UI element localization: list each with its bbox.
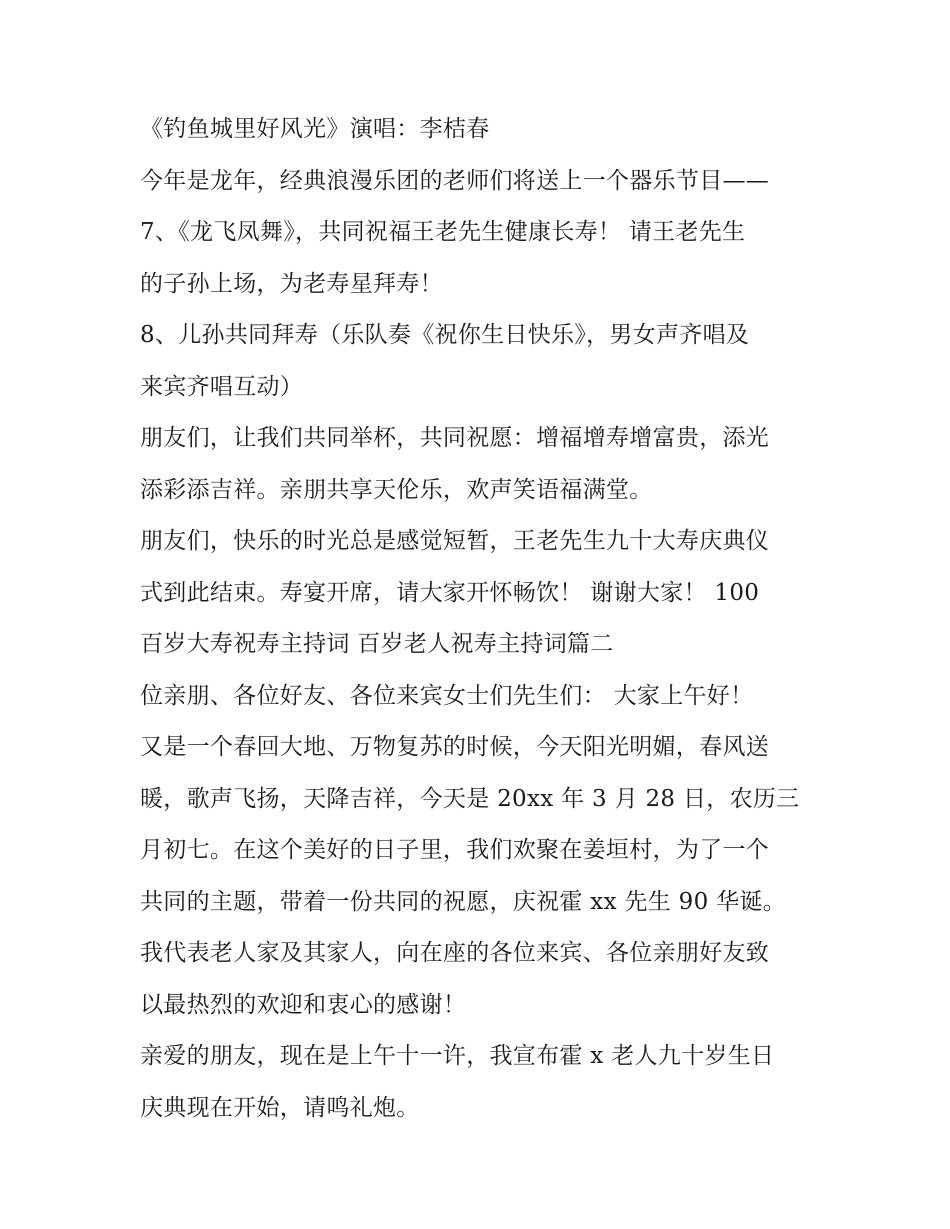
text-line: 暖，歌声飞扬，天降吉祥，今天是 20xx 年 3 月 28 日，农历三: [140, 785, 800, 812]
text-line: 7、《龙飞凤舞》，共同祝福王老先生健康长寿！ 请王老先生: [140, 219, 746, 245]
text-line: 我代表老人家及其家人，向在座的各位来宾、各位亲朋好友致: [140, 940, 770, 966]
text-line: 朋友们，让我们共同举杯，共同祝愿：增福增寿增富贵，添光: [140, 425, 770, 451]
document-body: [140, 104, 820, 1134]
section-heading-line: 百岁大寿祝寿主持词 百岁老人祝寿主持词篇二: [140, 631, 614, 657]
text-line: 庆典现在开始，请鸣礼炮。: [140, 1094, 420, 1121]
text-line: 《钓鱼城里好风光》演唱：李桔春: [140, 116, 490, 142]
text-line: 月初七。在这个美好的日子里，我们欢聚在姜垣村，为了一个: [140, 837, 770, 863]
text-line: 以最热烈的欢迎和衷心的感谢！: [140, 991, 467, 1018]
text-line: 位亲朋、各位好友、各位来宾女士们先生们： 大家上午好！: [140, 682, 754, 709]
text-line: 8、儿孙共同拜寿（乐队奏《祝你生日快乐》，男女声齐唱及: [140, 322, 750, 348]
text-line: 式到此结束。寿宴开席，请大家开怀畅饮！ 谢谢大家！ 100: [140, 579, 760, 606]
text-line: 亲爱的朋友，现在是上午十一许，我宣布霍 x 老人九十岁生日: [140, 1043, 775, 1069]
text-line: 的子孙上场，为老寿星拜寿！: [140, 270, 443, 297]
text-line: 今年是龙年，经典浪漫乐团的老师们将送上一个器乐节目——: [140, 167, 770, 194]
text-line: 朋友们，快乐的时光总是感觉短暂，王老先生九十大寿庆典仪: [140, 528, 770, 554]
text-line: 共同的主题，带着一份共同的祝愿，庆祝霍 xx 先生 90 华诞。: [140, 888, 787, 915]
text-line: 又是一个春回大地、万物复苏的时候，今天阳光明媚，春风送: [140, 734, 770, 760]
text-line: 来宾齐唱互动）: [140, 373, 304, 400]
text-line: 添彩添吉祥。亲朋共享天伦乐，欢声笑语福满堂。: [140, 476, 653, 503]
